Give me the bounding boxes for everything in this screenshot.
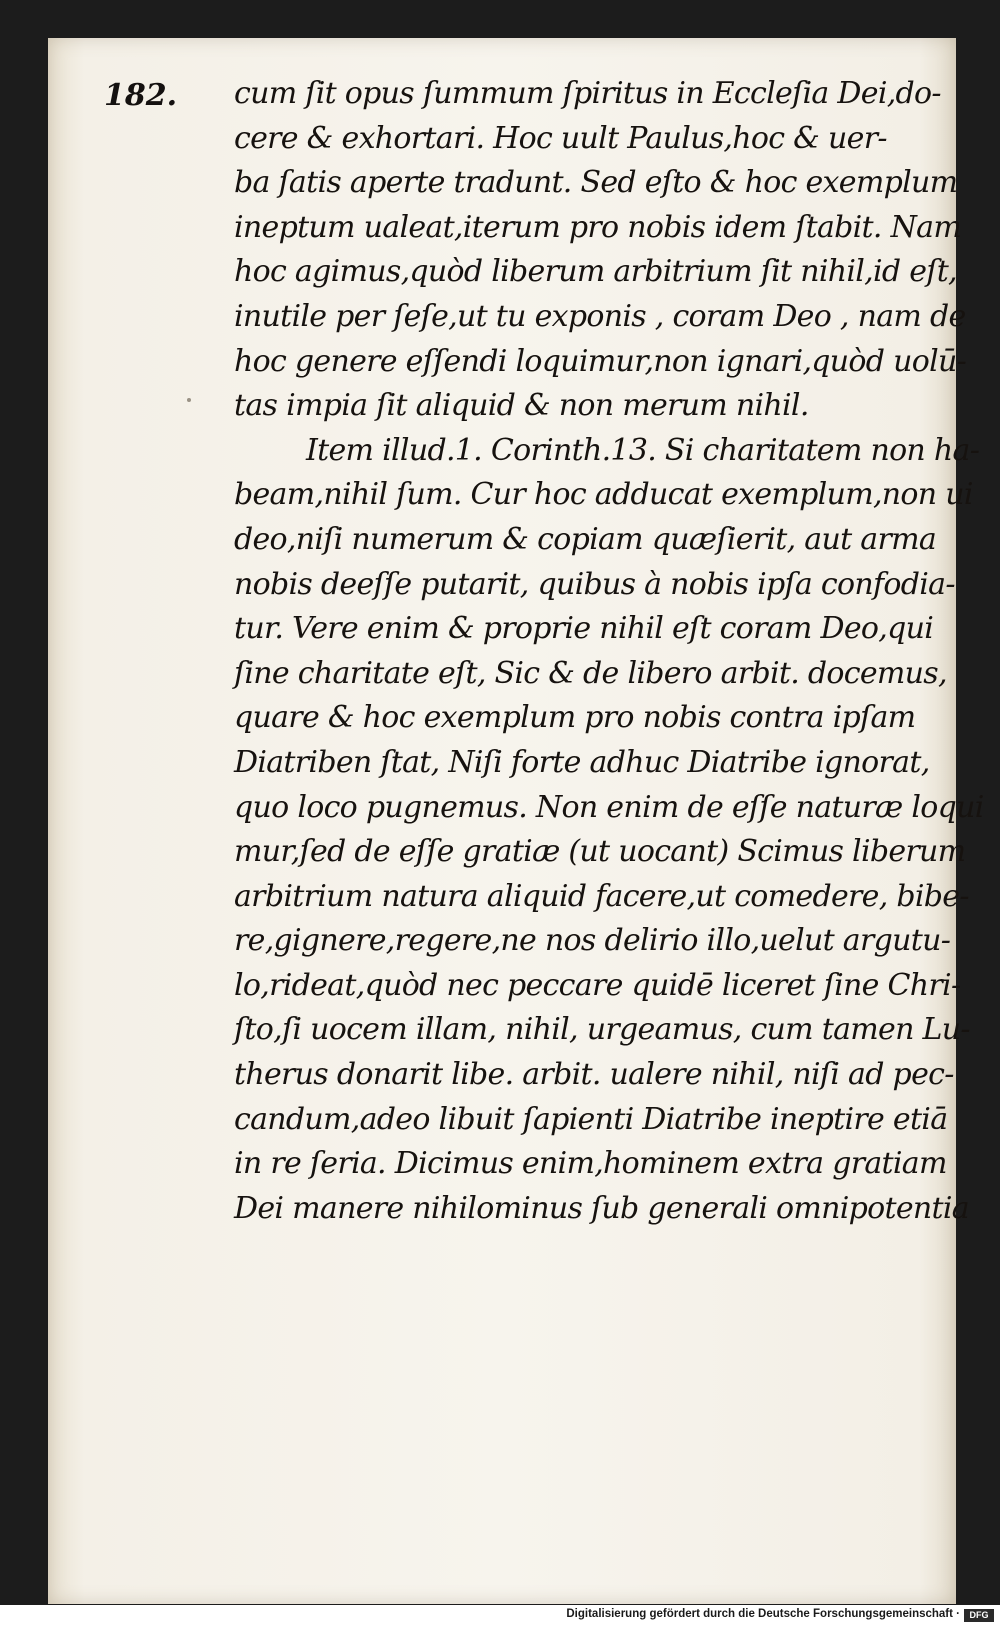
text-line: ineptum ualeat,iterum pro nobis idem ſtabit. Nam xyxy=(234,209,962,245)
text-line: re,gignere,regere,ne nos delirio illo,uelut argutu- xyxy=(234,923,951,959)
text-line: therus donarit libe. arbit. ualere nihil, niſi ad pec- xyxy=(234,1057,954,1093)
text-line: hoc agimus,quòd liberum arbitrium ſit nihil,id eſt, xyxy=(234,254,957,290)
text-line: quo loco pugnemus. Non enim de eſſe naturæ loqui xyxy=(234,789,984,825)
text-line: nobis deeſſe putarit, quibus à nobis ipſa confodia- xyxy=(234,566,955,602)
text-line: ſine charitate eſt, Sic & de libero arbit. docemus, xyxy=(234,655,947,691)
paper-speck xyxy=(187,398,191,402)
dfg-logo: DFG xyxy=(964,1609,994,1622)
page-number: 182. xyxy=(104,78,178,113)
text-line: inutile per ſeſe,ut tu exponis , coram Deo , nam de xyxy=(234,298,966,334)
text-line: mur,ſed de eſſe gratiæ (ut uocant) Scimus liberum xyxy=(234,834,966,870)
text-line: Item illud.1. Corinth.13. Si charitatem non ha- xyxy=(306,432,980,468)
text-line: candum,adeo libuit ſapienti Diatribe ineptire etiā xyxy=(234,1101,948,1137)
text-line: ba ſatis aperte tradunt. Sed eſto & hoc exemplum xyxy=(234,165,958,201)
text-line: ſto,ſi uocem illam, nihil, urgeamus, cum tamen Lu- xyxy=(234,1012,970,1048)
text-line: in re ſeria. Dicimus enim,hominem extra gratiam xyxy=(234,1146,947,1182)
text-line: quare & hoc exemplum pro nobis contra ipſam xyxy=(234,700,916,736)
text-line: cum ſit opus ſummum ſpiritus in Eccleſia Dei,do- xyxy=(234,76,941,111)
text-line: deo,niſi numerum & copiam quæſierit, aut arma xyxy=(234,521,937,557)
page-text xyxy=(234,72,984,1231)
text-line: hoc genere eſſendi loquimur,non ignari,quòd uolū- xyxy=(234,343,967,379)
text-line: beam,nihil ſum. Cur hoc adducat exemplum,non ui xyxy=(234,477,973,513)
text-line: tur. Vere enim & proprie nihil eſt coram Deo,qui xyxy=(234,611,934,647)
text-line: Dei manere nihilominus ſub generali omnipotentia xyxy=(234,1190,969,1226)
text-line: arbitrium natura aliquid facere,ut comedere, bibe- xyxy=(234,878,969,914)
text-line: lo,rideat,quòd nec peccare quidē liceret ſine Chri- xyxy=(234,967,961,1003)
text-line: cere & exhortari. Hoc uult Paulus,hoc & uer- xyxy=(234,120,887,156)
text-line: tas impia ſit aliquid & non merum nihil. xyxy=(234,388,809,424)
digitization-credit: Digitalisierung gefördert durch die Deutsche Forschungsgemeinschaft · xyxy=(566,1608,960,1620)
text-line: Diatriben ſtat, Niſi forte adhuc Diatribe ignorat, xyxy=(234,744,930,780)
